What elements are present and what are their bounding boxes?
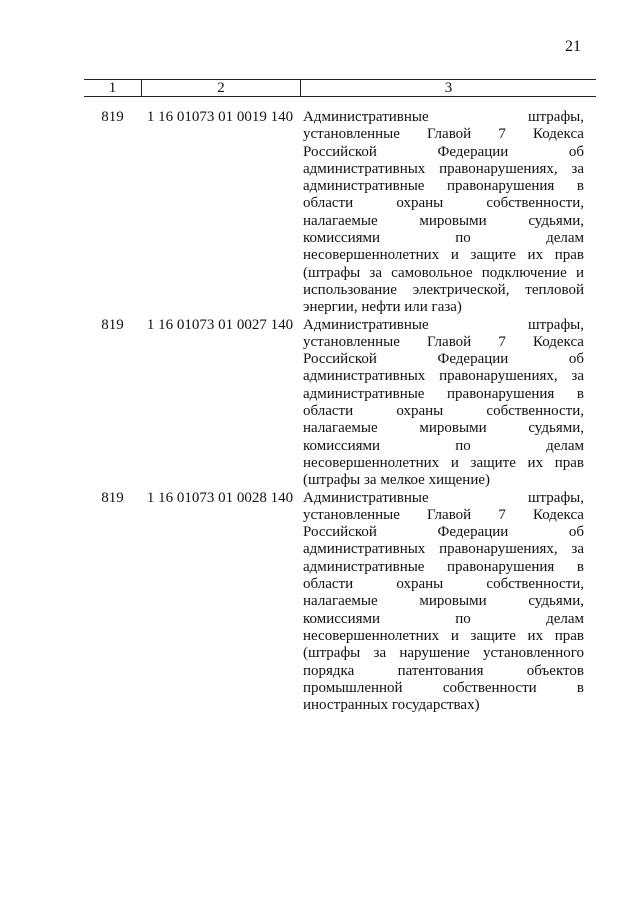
- description-word: Российской: [303, 143, 377, 160]
- table-row: [84, 317, 596, 490]
- description-word: судьями,: [528, 420, 584, 437]
- description-line: [303, 628, 584, 645]
- description-word: делам: [546, 610, 584, 627]
- description-line: [303, 368, 584, 385]
- description-word: штрафы,: [528, 109, 584, 125]
- description-word: Российской: [303, 351, 377, 368]
- description-word: Кодекса: [532, 333, 584, 350]
- description-word: правонарушения: [447, 178, 555, 195]
- description-line: [303, 386, 584, 403]
- description-word: делам: [546, 437, 584, 454]
- description-word: мировыми: [419, 212, 487, 229]
- description-word: установленные: [303, 126, 400, 143]
- description-line: [303, 697, 584, 714]
- description-word: Административные: [303, 489, 429, 506]
- description-word: комиссиями: [303, 437, 381, 454]
- description-line-text: энергии, нефти или газа): [303, 299, 462, 316]
- description-word: промышленной: [303, 679, 403, 696]
- description-word: охраны: [396, 403, 444, 420]
- description-word: собственности,: [486, 403, 584, 420]
- description-line-text: административных правонарушениях, за: [303, 541, 584, 558]
- description-word: установленные: [303, 506, 400, 523]
- description-word: штрафы,: [528, 316, 584, 333]
- description-word: по: [455, 230, 471, 247]
- admin-code-cell: 819: [101, 489, 124, 506]
- description-line: [303, 490, 584, 507]
- description-word: об: [568, 524, 584, 541]
- description-word: административные: [303, 385, 425, 402]
- description-line: [303, 541, 584, 558]
- description-word: установленные: [303, 333, 400, 350]
- description-word: мировыми: [419, 420, 487, 437]
- admin-code-cell: 819: [101, 109, 124, 125]
- description-line: [303, 161, 584, 178]
- description-word: Кодекса: [532, 506, 584, 523]
- description-word: порядка: [303, 662, 355, 679]
- description-line: [303, 299, 584, 316]
- description-word: охраны: [396, 576, 444, 593]
- description-line-text: несовершеннолетних и защите их прав: [303, 247, 584, 264]
- description-line: [303, 420, 584, 437]
- description-line: [303, 195, 584, 212]
- description-word: налагаемые: [303, 593, 378, 610]
- table-body: [84, 109, 596, 714]
- description-line: [303, 524, 584, 541]
- kbk-code-cell: 1 16 01073 01 0019 140: [146, 109, 294, 125]
- description-word: патентования: [397, 662, 484, 679]
- description-word: судьями,: [528, 212, 584, 229]
- description-word: Федерации: [437, 143, 509, 160]
- description-word: по: [455, 610, 471, 627]
- description-line-text: (штрафы за самовольное подключение и: [303, 264, 584, 281]
- description-line-text: несовершеннолетних и защите их прав: [303, 627, 584, 644]
- description-line: [303, 559, 584, 576]
- description-word: охраны: [396, 195, 444, 212]
- description-word: об: [568, 143, 584, 160]
- description-word: в: [576, 385, 584, 402]
- description-line: [303, 247, 584, 264]
- description-word: в: [576, 558, 584, 575]
- table-row: [84, 109, 596, 317]
- kbk-code-cell: 1 16 01073 01 0027 140: [146, 316, 294, 333]
- description-word: комиссиями: [303, 610, 381, 627]
- description-cell: [303, 109, 584, 317]
- description-line: [303, 680, 584, 697]
- description-word: административные: [303, 178, 425, 195]
- description-line: [303, 213, 584, 230]
- description-word: Главой: [427, 506, 472, 523]
- description-line: [303, 472, 584, 489]
- description-word: налагаемые: [303, 420, 378, 437]
- description-line: [303, 403, 584, 420]
- description-word: области: [303, 403, 354, 420]
- description-line-text: использование электрической, тепловой: [303, 281, 584, 298]
- admin-code-cell: 819: [101, 316, 124, 333]
- description-word: административные: [303, 558, 425, 575]
- column-header-1: 1: [84, 80, 142, 97]
- description-word: в: [576, 679, 584, 696]
- description-line-text: (штрафы за нарушение установленного: [303, 645, 584, 662]
- description-line-text: административных правонарушениях, за: [303, 160, 584, 177]
- description-line: [303, 507, 584, 524]
- description-word: судьями,: [528, 593, 584, 610]
- description-line-text: административных правонарушениях, за: [303, 368, 584, 385]
- description-word: по: [455, 437, 471, 454]
- description-word: правонарушения: [447, 558, 555, 575]
- column-header-3: 3: [301, 80, 597, 97]
- description-line-text: иностранных государствах): [303, 697, 480, 714]
- description-line: [303, 317, 584, 334]
- description-word: штрафы,: [528, 489, 584, 506]
- description-word: Федерации: [437, 351, 509, 368]
- description-word: Федерации: [437, 524, 509, 541]
- description-word: Главой: [427, 333, 472, 350]
- description-line: [303, 455, 584, 472]
- page-number: 21: [565, 38, 581, 55]
- description-line: [303, 109, 584, 126]
- description-word: делам: [546, 230, 584, 247]
- description-word: Административные: [303, 109, 429, 125]
- description-line: [303, 282, 584, 299]
- description-line-text: (штрафы за мелкое хищение): [303, 472, 491, 489]
- description-word: в: [576, 178, 584, 195]
- description-cell: [303, 490, 584, 715]
- description-word: собственности,: [486, 576, 584, 593]
- description-line: [303, 230, 584, 247]
- description-line: [303, 265, 584, 282]
- description-word: области: [303, 195, 354, 212]
- description-line: [303, 351, 584, 368]
- description-word: области: [303, 576, 354, 593]
- description-line: [303, 334, 584, 351]
- description-word: налагаемые: [303, 212, 378, 229]
- column-header-table: [84, 79, 596, 97]
- description-line: [303, 576, 584, 593]
- description-word: Административные: [303, 316, 429, 333]
- description-word: Российской: [303, 524, 377, 541]
- description-line: [303, 645, 584, 662]
- description-word: Главой: [427, 126, 472, 143]
- description-word: мировыми: [419, 593, 487, 610]
- description-word: Кодекса: [532, 126, 584, 143]
- description-line-text: несовершеннолетних и защите их прав: [303, 454, 584, 471]
- description-line: [303, 126, 584, 143]
- description-word: объектов: [526, 662, 584, 679]
- description-line: [303, 611, 584, 628]
- description-word: комиссиями: [303, 230, 381, 247]
- description-word: собственности,: [486, 195, 584, 212]
- column-header-row: [84, 80, 596, 97]
- description-line: [303, 663, 584, 680]
- table-row: [84, 490, 596, 715]
- description-word: 7: [498, 506, 506, 523]
- description-word: 7: [498, 126, 506, 143]
- description-word: собственности: [442, 679, 537, 696]
- description-line: [303, 438, 584, 455]
- kbk-code-cell: 1 16 01073 01 0028 140: [146, 489, 294, 506]
- description-line: [303, 178, 584, 195]
- description-word: правонарушения: [447, 385, 555, 402]
- description-word: 7: [498, 333, 506, 350]
- description-cell: [303, 317, 584, 490]
- description-word: об: [568, 351, 584, 368]
- column-header-2: 2: [142, 80, 301, 97]
- description-line: [303, 144, 584, 161]
- description-line: [303, 593, 584, 610]
